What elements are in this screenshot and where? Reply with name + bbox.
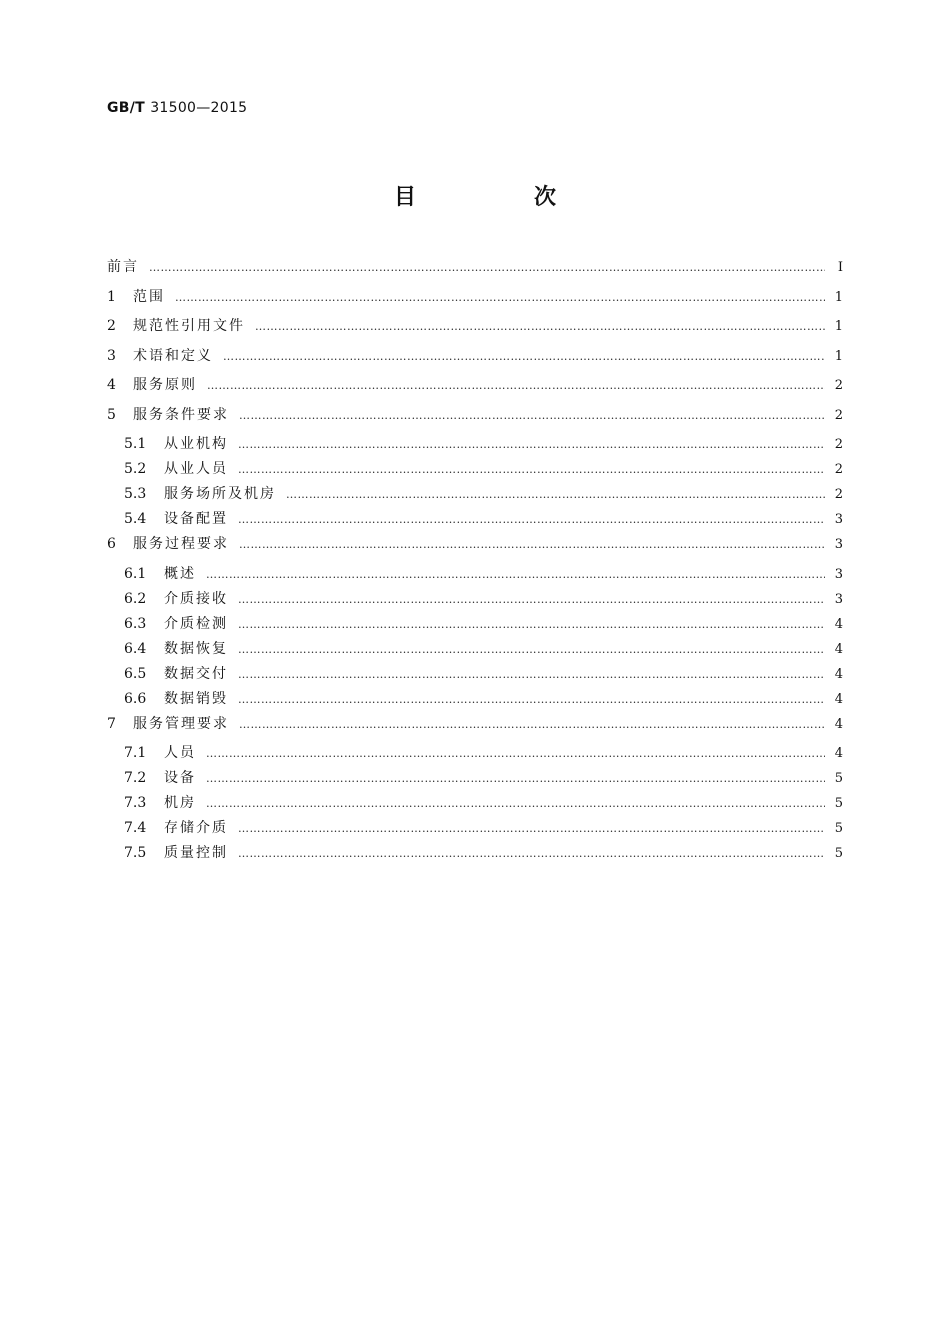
toc-entry-label: 范围: [133, 288, 165, 305]
toc-entry-number: 7: [107, 715, 116, 732]
toc-leader-dots: [238, 822, 825, 835]
toc-entry[interactable]: [107, 483, 843, 508]
toc-entry[interactable]: [107, 767, 843, 792]
toc-leader-dots: [238, 513, 825, 526]
toc-leader-dots: [239, 409, 825, 422]
toc-entry[interactable]: [107, 613, 843, 638]
toc-entry-number: 1: [107, 288, 116, 305]
toc-entry-number: 6.6: [124, 690, 147, 707]
toc-entry-number: 7.2: [124, 770, 147, 786]
toc-entry-number: 5.4: [124, 511, 147, 527]
toc-entry-label: 介质检测: [164, 615, 228, 632]
toc-entry[interactable]: [107, 508, 843, 533]
toc-entry-page: 4: [834, 616, 843, 632]
toc-leader-dots: [238, 463, 825, 476]
toc-leader-dots: [207, 379, 825, 392]
toc-entry-page: 2: [834, 437, 843, 452]
toc-entry[interactable]: [107, 817, 843, 842]
toc-entry-label: 数据销毁: [164, 690, 228, 707]
table-of-contents: [107, 256, 843, 867]
toc-entry-number: 5.2: [124, 461, 147, 477]
toc-leader-dots: [206, 797, 825, 810]
toc-entry-label: 服务场所及机房: [164, 486, 276, 502]
toc-entry-number: 6.4: [124, 640, 147, 657]
standard-number: 31500—2015: [150, 100, 248, 116]
toc-entry-label: 数据交付: [164, 665, 228, 682]
toc-entry-page: 4: [834, 666, 843, 682]
toc-leader-dots: [223, 350, 825, 363]
toc-entry-page: 3: [834, 566, 843, 582]
toc-entry[interactable]: [107, 374, 843, 404]
toc-entry-page: Ⅰ: [837, 260, 843, 275]
toc-entry-page: 2: [834, 487, 843, 502]
toc-leader-dots: [206, 747, 825, 760]
toc-entry-page: 5: [834, 796, 843, 811]
toc-entry-number: 4: [107, 377, 116, 393]
toc-entry-label: 从业人员: [164, 461, 228, 477]
toc-entry-page: 2: [834, 462, 843, 477]
toc-entry-label: 设备配置: [164, 511, 228, 527]
toc-entry-number: 2: [107, 318, 116, 334]
toc-leader-dots: [175, 291, 825, 304]
toc-entry-label: 质量控制: [164, 845, 228, 861]
toc-entry-page: 5: [834, 771, 843, 786]
toc-entry-label: 术语和定义: [133, 347, 213, 364]
toc-entry[interactable]: [107, 256, 843, 286]
toc-entry[interactable]: [107, 458, 843, 483]
toc-entry-number: 7.4: [124, 820, 147, 836]
toc-entry[interactable]: [107, 533, 843, 563]
toc-entry[interactable]: [107, 792, 843, 817]
toc-entry-number: 5: [107, 406, 116, 423]
toc-entry-page: 1: [834, 348, 843, 364]
toc-entry[interactable]: [107, 663, 843, 688]
toc-entry-number: 6.5: [124, 665, 147, 682]
toc-entry-number: 6.2: [124, 590, 147, 607]
toc-entry-label: 前言: [107, 259, 139, 275]
toc-entry-number: 5.1: [124, 436, 147, 452]
toc-entry-label: 服务原则: [133, 377, 197, 393]
toc-entry[interactable]: [107, 588, 843, 613]
toc-entry-page: 3: [834, 537, 843, 552]
toc-entry[interactable]: [107, 404, 843, 434]
toc-leader-dots: [286, 488, 825, 501]
toc-entry[interactable]: [107, 742, 843, 767]
toc-entry-page: 4: [834, 746, 843, 761]
toc-leader-dots: [238, 847, 825, 860]
toc-leader-dots: [206, 772, 825, 785]
toc-entry-label: 介质接收: [164, 590, 228, 607]
toc-entry[interactable]: [107, 713, 843, 743]
toc-entry[interactable]: [107, 345, 843, 375]
toc-entry-number: 7.3: [124, 795, 147, 811]
toc-entry-page: 1: [834, 289, 843, 305]
toc-leader-dots: [238, 438, 825, 451]
toc-leader-dots: [238, 693, 825, 706]
toc-leader-dots: [238, 668, 825, 681]
toc-entry-label: 人员: [164, 745, 196, 761]
toc-leader-dots: [238, 643, 825, 656]
toc-entry-page: 5: [834, 846, 843, 861]
toc-entry-page: 4: [834, 691, 843, 707]
toc-entry-label: 服务条件要求: [133, 406, 229, 423]
toc-leader-dots: [149, 261, 825, 274]
toc-entry-number: 5.3: [124, 486, 147, 502]
toc-entry[interactable]: [107, 286, 843, 316]
toc-entry-number: 6.3: [124, 615, 147, 632]
toc-entry-label: 从业机构: [164, 436, 228, 452]
toc-entry-number: 6: [107, 536, 116, 552]
toc-entry-page: 1: [834, 319, 843, 334]
toc-entry-page: 4: [834, 641, 843, 657]
toc-title: 目 次: [393, 185, 604, 210]
toc-entry-label: 服务管理要求: [133, 715, 229, 732]
toc-entry[interactable]: [107, 688, 843, 713]
toc-leader-dots: [238, 593, 825, 606]
toc-entry-number: 6.1: [124, 565, 147, 582]
toc-leader-dots: [206, 568, 825, 581]
toc-entry-label: 设备: [164, 770, 196, 786]
toc-entry-label: 存储介质: [164, 820, 228, 836]
toc-entry-number: 3: [107, 347, 116, 364]
toc-entry-page: 3: [834, 512, 843, 527]
toc-entry-label: 机房: [164, 795, 196, 811]
standard-prefix: GB/T: [107, 100, 146, 116]
toc-leader-dots: [239, 718, 825, 731]
toc-entry-number: 7.5: [124, 845, 147, 861]
toc-entry-page: 2: [834, 407, 843, 423]
toc-entry[interactable]: [107, 842, 843, 867]
toc-entry-label: 数据恢复: [164, 640, 228, 657]
toc-entry-label: 概述: [164, 565, 196, 582]
toc-entry-page: 4: [834, 716, 843, 732]
toc-entry[interactable]: [107, 315, 843, 345]
toc-entry-label: 服务过程要求: [133, 536, 229, 552]
toc-entry[interactable]: [107, 563, 843, 588]
toc-leader-dots: [239, 538, 825, 551]
toc-entry-number: 7.1: [124, 745, 147, 761]
toc-entry-page: 2: [834, 378, 843, 393]
toc-entry[interactable]: [107, 638, 843, 663]
standard-code: [107, 100, 247, 116]
toc-leader-dots: [255, 320, 825, 333]
toc-entry[interactable]: [107, 433, 843, 458]
toc-leader-dots: [238, 618, 825, 631]
toc-entry-label: 规范性引用文件: [133, 318, 245, 334]
toc-entry-page: 3: [834, 591, 843, 607]
toc-entry-page: 5: [834, 821, 843, 836]
